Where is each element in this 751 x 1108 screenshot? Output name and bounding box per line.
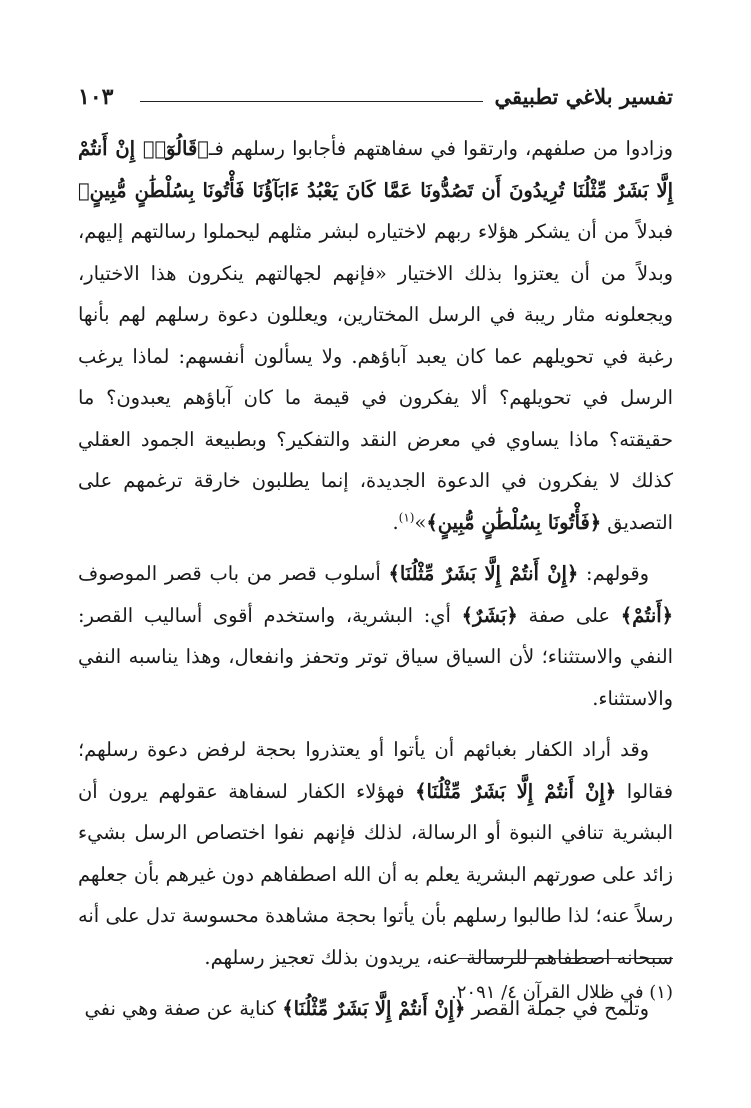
quran-verse: ﴿إِنْ أَنتُمْ إِلَّا بَشَرٌ مِّثْلُنَا﴾ xyxy=(282,997,466,1020)
text-segment: فهؤلاء الكفار لسفاهة عقولهم يرون أن البشرية تنافي النبوة أو الرسالة، لذلك فإنهم نفوا اختصاص الرسل بشيء زائد على صورتهم البشرية يعلم به أن الله اصطفاهم دون غيرهم بأن جعلهم رسلاً عنه؛ لذا طالبوا رسلهم بأن يأتوا بحجة مشاهدة محسوسة تدل على أنه سبحانه اصطفاهم للرسالة عنه، يريدون بذلك تعجيز رسلهم. xyxy=(78,779,673,969)
quran-verse: ﴿بَشَرٌ﴾ xyxy=(461,603,518,627)
footnote: (١) في ظلال القرآن ٤/ ٢٠٩١. xyxy=(451,982,673,1003)
quran-verse: ﴿إِنْ أَنتُمْ إِلَّا بَشَرٌ مِّثْلُنَا﴾ xyxy=(415,779,617,803)
text-segment: أسلوب قصر من باب قصر الموصوف xyxy=(78,562,389,585)
paragraph xyxy=(78,729,673,978)
text-segment: على صفة xyxy=(517,603,621,627)
header-rule xyxy=(140,101,483,102)
quran-verse: ﴿قَالُوٓا۟ إِنْ أَنتُمْ إِلَّا بَشَرٌ مِّثْلُنَا تُرِيدُونَ أَن تَصُدُّونَا عَمَّا كَانَ يَعْبُدُ ءَابَآؤُنَا فَأْتُونَا بِسُلْطَٰنٍ مُّبِينٍ﴾ xyxy=(78,137,673,202)
quran-verse: ﴿إِنْ أَنتُمْ إِلَّا بَشَرٌ مِّثْلُنَا﴾ xyxy=(388,562,579,585)
text-segment: وتلمح في جملة القصر xyxy=(465,997,649,1020)
text-segment: أي: البشرية، واستخدم أقوى أساليب القصر: النفي والاستثناء؛ لأن السياق سياق توتر وتحفز وانفعال، وهذا يناسبه النفي والاستثناء. xyxy=(78,603,673,710)
paragraph xyxy=(78,128,673,543)
page-header xyxy=(78,84,673,118)
paragraph xyxy=(78,553,673,719)
text-segment: وزادوا من صلفهم، وارتقوا في سفاهتهم فأجابوا رسلهم فـ xyxy=(208,137,673,160)
text-segment: فبدلاً من أن يشكر هؤلاء ربهم لاختياره لبشر مثلهم ليحملوا رسالتهم إليهم، وبدلاً من أن يعتزوا بذلك الاختيار «فإنهم لجهالتهم ينكرون هذا الاختيار، ويجعلونه مثار ريبة في الرسل المختارين، ويعللون دعوة رسلهم لهم بأنها رغبة في تحويلهم عما كان يعبد آباؤهم. ولا يسألون أنفسهم: لماذا يرغب الرسل في تحويلهم؟ ألا يفكرون في قيمة ما كان آباؤهم يعبدون؟ ما حقيقته؟ ماذا يساوي في معرض النقد والتفكير؟ وبطبيعة الجمود العقلي كذلك لا يفكرون في الدعوة الجديدة، إنما يطلبون خارقة ترغمهم على التصديق xyxy=(78,220,673,534)
text-segment: وقولهم: xyxy=(578,562,649,585)
page-number: ١٠٣ xyxy=(78,84,114,110)
body-text xyxy=(78,128,673,1030)
quran-verse: ﴿أَنتُمْ﴾ xyxy=(620,603,674,627)
text-segment: » xyxy=(414,510,427,534)
text-segment: . xyxy=(392,510,399,534)
footnote-marker: (١) xyxy=(398,510,415,525)
text-segment: كناية عن صفة وهي نفي xyxy=(84,997,283,1020)
text-segment: وقد أراد الكفار بغبائهم أن يأتوا أو يعتذروا بحجة لرفض دعوة رسلهم؛ فقالوا xyxy=(78,738,673,803)
running-title: تفسير بلاغي تطبيقي xyxy=(494,84,673,109)
footnote-rule xyxy=(458,958,673,959)
quran-verse: ﴿فَأْتُونَا بِسُلْطَٰنٍ مُّبِينٍ﴾ xyxy=(426,510,602,534)
